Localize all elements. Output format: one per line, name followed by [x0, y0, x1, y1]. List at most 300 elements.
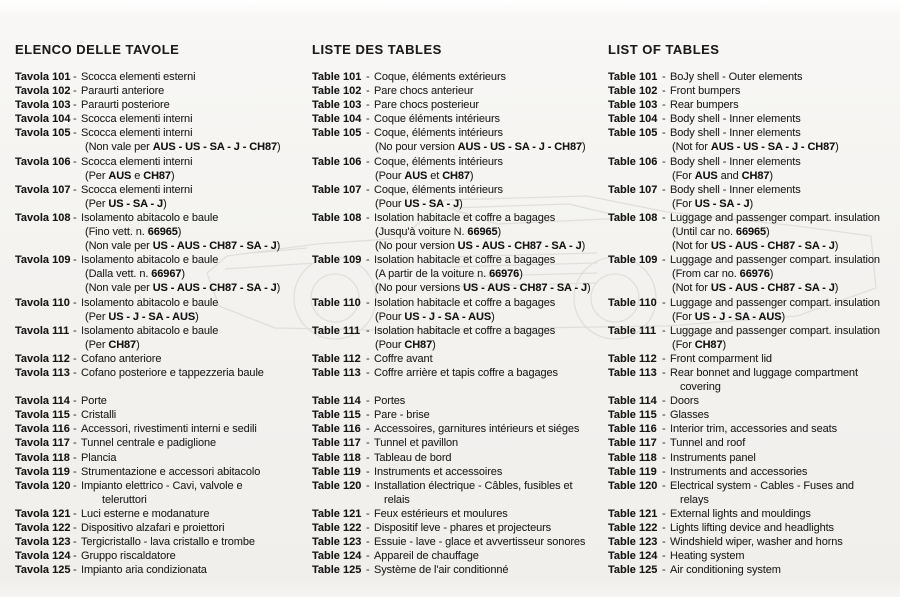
table-list-french	[312, 70, 606, 577]
table-row-note	[608, 267, 900, 281]
row-text: relays	[680, 493, 709, 506]
row-separator: -	[662, 409, 666, 422]
row-separator: -	[366, 564, 370, 577]
row-label: Table 117	[608, 437, 657, 450]
row-text: Interior trim, accessories and seats	[670, 423, 837, 436]
table-row-note	[608, 281, 900, 295]
row-separator: -	[366, 536, 370, 549]
row-text: Heating system	[670, 550, 745, 563]
row-separator: -	[662, 465, 666, 478]
row-text: (Per AUS e CH87)	[85, 169, 175, 182]
column-french	[312, 0, 606, 597]
table-row	[15, 211, 309, 225]
table-row	[608, 479, 900, 493]
row-text: (Non vale per US - AUS - CH87 - SA - J)	[85, 282, 281, 295]
table-row	[608, 296, 900, 310]
row-label: Table 125	[312, 564, 362, 577]
row-separator: -	[366, 395, 370, 408]
table-row-note	[15, 267, 309, 281]
row-label: Tavola 106	[15, 155, 71, 168]
table-row-spacer	[15, 380, 309, 394]
table-row-spacer	[312, 380, 606, 394]
table-row	[608, 183, 900, 197]
row-label: Table 121	[608, 507, 658, 520]
table-row	[15, 296, 309, 310]
row-separator: -	[73, 324, 77, 337]
row-text: (Per US - SA - J)	[85, 197, 167, 210]
table-row	[15, 479, 309, 493]
row-label: Table 102	[312, 85, 362, 98]
row-label: Tavola 105	[15, 127, 71, 140]
row-text: Isolation habitacle et coffre a bagages	[374, 211, 556, 224]
row-label: Table 111	[608, 324, 657, 337]
row-text: BoJy shell - Outer elements	[670, 71, 803, 83]
table-row	[312, 296, 606, 310]
row-text: Body shell - Inner elements	[670, 155, 801, 168]
row-label: Tavola 121	[15, 507, 71, 520]
row-separator: -	[366, 113, 370, 126]
row-text: Coffre arrière et tapis coffre a bagages	[374, 366, 558, 379]
row-text: Cristalli	[81, 409, 117, 422]
row-label: Table 109	[608, 254, 658, 267]
row-separator: -	[73, 254, 77, 267]
row-separator: -	[662, 479, 666, 492]
row-text: (Pour CH87)	[375, 338, 436, 351]
row-label: Tavola 108	[15, 211, 71, 224]
row-separator: -	[73, 155, 77, 168]
row-text: Appareil de chauffage	[374, 550, 479, 563]
row-separator: -	[662, 352, 666, 365]
table-row	[15, 253, 309, 267]
row-label: Tavola 120	[15, 479, 71, 492]
row-text: (Per CH87)	[85, 338, 140, 351]
table-row	[312, 549, 606, 563]
row-label: Table 120	[312, 479, 362, 492]
row-label: Table 124	[608, 550, 658, 563]
row-label: Table 117	[312, 437, 361, 450]
row-text: Installation électrique - Câbles, fusibles et	[374, 479, 573, 492]
table-row	[608, 521, 900, 535]
row-separator: -	[662, 522, 666, 534]
table-row	[312, 451, 606, 465]
row-separator: -	[366, 352, 370, 365]
row-text: Coque éléments intérieurs	[374, 113, 500, 126]
table-row	[608, 211, 900, 225]
row-separator: -	[73, 536, 77, 549]
row-text: (No pour version US - AUS - CH87 - SA - J)	[375, 240, 586, 253]
row-separator: -	[73, 395, 77, 408]
row-separator: -	[662, 99, 666, 112]
row-separator: -	[662, 71, 666, 83]
row-text: Pare chocs anterieur	[374, 85, 474, 98]
row-text: Accessoires, garnitures intérieurs et siéges	[374, 423, 580, 436]
row-text: (From car no. 66976)	[672, 268, 774, 281]
row-text: Luci esterne e modanature	[81, 507, 210, 520]
row-label: Tavola 104	[15, 113, 71, 126]
row-separator: -	[662, 254, 666, 267]
row-label: Table 116	[608, 423, 657, 436]
row-label: Table 122	[608, 522, 658, 534]
row-text: Instruments panel	[670, 451, 756, 464]
row-text: Isolamento abitacolo e baule	[81, 296, 219, 309]
row-separator: -	[366, 550, 370, 563]
row-text: Système de l'air conditionné	[374, 564, 509, 577]
row-separator: -	[73, 127, 77, 140]
row-label: Tavola 124	[15, 550, 71, 563]
row-separator: -	[366, 296, 370, 309]
table-row	[608, 70, 900, 84]
row-separator: -	[366, 437, 370, 450]
row-label: Tavola 122	[15, 522, 71, 534]
row-separator: -	[366, 522, 370, 534]
table-row	[312, 394, 606, 408]
table-row	[312, 84, 606, 98]
table-row-note	[312, 310, 606, 324]
row-text: teleruttori	[102, 493, 147, 506]
row-separator: -	[366, 99, 370, 112]
row-text: Front comparment lid	[670, 352, 772, 365]
row-label: Table 114	[312, 395, 361, 408]
row-separator: -	[366, 71, 370, 83]
row-separator: -	[662, 564, 666, 577]
table-row-note	[15, 197, 309, 211]
row-label: Table 101	[312, 71, 362, 83]
row-separator: -	[662, 366, 666, 379]
row-text: Essuie - lave - glace et avvertisseur sonores	[374, 536, 586, 549]
row-text: Coque, éléments intérieurs	[374, 183, 503, 196]
row-label: Table 108	[608, 211, 658, 224]
row-label: Table 115	[312, 409, 361, 422]
row-label: Table 114	[608, 395, 657, 408]
row-separator: -	[73, 507, 77, 520]
table-row-note	[312, 267, 606, 281]
row-text: (Per US - J - SA - AUS)	[85, 310, 199, 323]
row-separator: -	[366, 479, 370, 492]
table-row	[15, 563, 309, 577]
row-label: Tavola 113	[15, 366, 70, 379]
row-text: Body shell - Inner elements	[670, 113, 801, 126]
row-separator: -	[662, 324, 666, 337]
table-row	[312, 436, 606, 450]
table-row	[608, 465, 900, 479]
table-row-note	[608, 197, 900, 211]
row-text: (Until car no. 66965)	[672, 226, 770, 239]
table-row	[15, 324, 309, 338]
table-row-continuation	[15, 493, 309, 507]
table-row-continuation	[608, 493, 900, 507]
table-row-note	[608, 140, 900, 154]
table-row	[312, 408, 606, 422]
row-separator: -	[73, 451, 77, 464]
table-row-continuation	[312, 493, 606, 507]
row-text: Paraurti posteriore	[81, 99, 170, 112]
row-text: Luggage and passenger compart. insulation	[670, 296, 880, 309]
table-row	[15, 549, 309, 563]
column-heading-italian: ELENCO DELLE TAVOLE	[15, 42, 180, 57]
table-row	[15, 126, 309, 140]
row-text: Instruments and accessories	[670, 465, 808, 478]
table-row	[312, 479, 606, 493]
row-separator: -	[73, 465, 77, 478]
row-separator: -	[662, 211, 666, 224]
row-text: Isolation habitacle et coffre a bagages	[374, 254, 556, 267]
table-row	[15, 352, 309, 366]
row-separator: -	[662, 113, 666, 126]
row-text: (For CH87)	[672, 338, 727, 351]
row-text: (Not for AUS - US - SA - J - CH87)	[672, 141, 839, 154]
row-text: Coque, éléments intérieurs	[374, 155, 503, 168]
row-text: Scocca elementi esterni	[81, 71, 196, 83]
row-label: Table 125	[608, 564, 658, 577]
row-separator: -	[366, 423, 370, 436]
row-text: Instruments et accessoires	[374, 465, 503, 478]
row-text: Coque, éléments intérieurs	[374, 127, 503, 140]
table-row-note	[608, 225, 900, 239]
table-row	[312, 112, 606, 126]
table-row	[608, 549, 900, 563]
row-separator: -	[73, 99, 77, 112]
table-row	[608, 155, 900, 169]
table-row	[15, 366, 309, 380]
row-text: Lights lifting device and headlights	[670, 522, 834, 534]
table-row	[608, 98, 900, 112]
row-label: Table 118	[608, 451, 657, 464]
row-label: Tavola 125	[15, 564, 71, 577]
table-row	[312, 422, 606, 436]
row-label: Table 113	[608, 366, 657, 379]
row-text: (Non vale per AUS - US - SA - J - CH87)	[85, 141, 281, 154]
table-row	[312, 98, 606, 112]
row-separator: -	[73, 366, 77, 379]
table-row-note	[15, 338, 309, 352]
row-label: Table 105	[312, 127, 362, 140]
row-text: Dispositif leve - phares et projecteurs	[374, 522, 552, 534]
row-text: Tunnel centrale e padiglione	[81, 437, 217, 450]
row-label: Table 103	[608, 99, 658, 112]
row-label: Table 106	[312, 155, 362, 168]
table-row	[15, 465, 309, 479]
row-separator: -	[662, 155, 666, 168]
table-row-note	[608, 338, 900, 352]
row-separator: -	[662, 395, 666, 408]
row-label: Table 101	[608, 71, 658, 83]
row-label: Table 122	[312, 522, 362, 534]
table-row-note	[608, 169, 900, 183]
table-row-continuation	[608, 380, 900, 394]
table-row	[312, 126, 606, 140]
table-row	[15, 507, 309, 521]
row-text: (Not for US - AUS - CH87 - SA - J)	[672, 240, 839, 253]
row-text: Scocca elementi interni	[81, 127, 193, 140]
row-text: Air conditioning system	[670, 564, 781, 577]
row-label: Tavola 101	[15, 71, 71, 83]
row-text: Gruppo riscaldatore	[81, 550, 176, 563]
table-row	[608, 352, 900, 366]
row-text: Tunnel and roof	[670, 437, 746, 450]
row-text: relais	[384, 493, 410, 506]
row-text: Isolamento abitacolo e baule	[81, 324, 219, 337]
row-separator: -	[366, 183, 370, 196]
table-row	[15, 98, 309, 112]
row-text: Cofano posteriore e tappezzeria baule	[81, 366, 264, 379]
table-row	[15, 155, 309, 169]
row-label: Table 102	[608, 85, 658, 98]
row-text: Electrical system - Cables - Fuses and	[670, 479, 854, 492]
row-text: (A partir de la voiture n. 66976)	[375, 268, 523, 281]
row-text: Accessori, rivestimenti interni e sedili	[81, 423, 257, 436]
table-row	[312, 465, 606, 479]
row-text: Tableau de bord	[374, 451, 452, 464]
row-separator: -	[662, 437, 666, 450]
row-text: (For AUS and CH87)	[672, 169, 773, 182]
row-text: (Pour AUS et CH87)	[375, 169, 474, 182]
row-text: Luggage and passenger compart. insulation	[670, 324, 880, 337]
table-row-note	[608, 310, 900, 324]
row-separator: -	[73, 550, 77, 563]
row-label: Table 110	[608, 296, 657, 309]
row-separator: -	[366, 155, 370, 168]
table-row	[608, 422, 900, 436]
column-heading-french: LISTE DES TABLES	[312, 42, 442, 57]
row-label: Table 121	[312, 507, 362, 520]
table-row-note	[608, 239, 900, 253]
table-row	[312, 183, 606, 197]
row-separator: -	[73, 564, 77, 577]
row-label: Tavola 117	[15, 437, 70, 450]
row-separator: -	[73, 423, 77, 436]
row-label: Tavola 111	[15, 324, 70, 337]
row-text: Doors	[670, 395, 699, 408]
table-row	[608, 126, 900, 140]
table-row-note	[312, 281, 606, 295]
table-row	[15, 70, 309, 84]
table-row	[312, 563, 606, 577]
row-text: Isolation habitacle et coffre a bagages	[374, 296, 556, 309]
row-text: Rear bumpers	[670, 99, 739, 112]
row-separator: -	[366, 451, 370, 464]
table-row-note	[312, 225, 606, 239]
table-row-note	[312, 197, 606, 211]
row-text: (For US - SA - J)	[672, 197, 754, 210]
row-separator: -	[73, 183, 77, 196]
table-list-english	[608, 70, 900, 577]
row-separator: -	[662, 451, 666, 464]
row-separator: -	[366, 254, 370, 267]
row-separator: -	[73, 437, 77, 450]
table-row	[15, 183, 309, 197]
row-separator: -	[73, 113, 77, 126]
row-separator: -	[662, 85, 666, 98]
table-row	[15, 422, 309, 436]
table-row	[312, 352, 606, 366]
row-label: Table 108	[312, 211, 362, 224]
row-text: Isolamento abitacolo e baule	[81, 254, 219, 267]
table-row	[608, 394, 900, 408]
table-row	[15, 451, 309, 465]
table-row-note	[15, 225, 309, 239]
table-row	[608, 324, 900, 338]
table-row	[608, 84, 900, 98]
row-text: Coffre avant	[374, 352, 433, 365]
row-separator: -	[73, 479, 77, 492]
row-text: (No pour versions US - AUS - CH87 - SA - J)	[375, 282, 591, 295]
row-label: Table 124	[312, 550, 362, 563]
row-separator: -	[366, 85, 370, 98]
row-label: Tavola 102	[15, 85, 71, 98]
row-label: Table 109	[312, 254, 362, 267]
row-separator: -	[662, 423, 666, 436]
row-text: Coque, éléments extérieurs	[374, 71, 506, 83]
row-text: (Fino vett. n. 66965)	[85, 226, 182, 239]
row-separator: -	[73, 85, 77, 98]
row-label: Table 107	[608, 183, 658, 196]
row-text: (Non vale per US - AUS - CH87 - SA - J)	[85, 240, 281, 253]
row-text: Plancia	[81, 451, 117, 464]
row-text: Pare chocs posterieur	[374, 99, 479, 112]
row-label: Tavola 112	[15, 352, 70, 365]
row-label: Table 115	[608, 409, 657, 422]
row-separator: -	[366, 507, 370, 520]
table-row	[608, 436, 900, 450]
row-separator: -	[662, 536, 666, 549]
row-label: Table 106	[608, 155, 658, 168]
row-text: (Jusqu'à voiture N. 66965)	[375, 226, 502, 239]
row-text: Dispositivo alzafari e proiettori	[81, 522, 225, 534]
row-label: Table 113	[312, 366, 361, 379]
row-text: Tunnel et pavillon	[374, 437, 459, 450]
row-text: Rear bonnet and luggage compartment	[670, 366, 858, 379]
row-text: Body shell - Inner elements	[670, 183, 801, 196]
table-row	[15, 535, 309, 549]
row-label: Tavola 110	[15, 296, 70, 309]
table-row	[608, 112, 900, 126]
row-label: Table 112	[312, 352, 361, 365]
row-text: Isolation habitacle et coffre a bagages	[374, 324, 556, 337]
table-row	[312, 155, 606, 169]
column-heading-english: LIST OF TABLES	[608, 42, 720, 57]
column-italian	[15, 0, 309, 597]
table-row	[608, 507, 900, 521]
table-row	[15, 84, 309, 98]
row-separator: -	[662, 507, 666, 520]
row-label: Tavola 116	[15, 423, 70, 436]
row-label: Tavola 118	[15, 451, 70, 464]
row-text: Scocca elementi interni	[81, 155, 193, 168]
row-text: Porte	[81, 395, 107, 408]
row-separator: -	[662, 550, 666, 563]
table-row	[15, 394, 309, 408]
table-row-note	[15, 169, 309, 183]
row-label: Table 120	[608, 479, 658, 492]
table-row-note	[312, 239, 606, 253]
row-separator: -	[662, 296, 666, 309]
row-text: Isolamento abitacolo e baule	[81, 211, 219, 224]
table-row	[312, 366, 606, 380]
row-label: Tavola 114	[15, 395, 70, 408]
row-text: Scocca elementi interni	[81, 113, 193, 126]
column-english	[608, 0, 900, 597]
row-text: Luggage and passenger compart. insulation	[670, 211, 880, 224]
row-text: (No pour version AUS - US - SA - J - CH87)	[375, 141, 586, 154]
table-row	[15, 521, 309, 535]
row-label: Table 112	[608, 352, 657, 365]
row-text: Impianto elettrico - Cavi, valvole e	[81, 479, 243, 492]
row-label: Tavola 103	[15, 99, 71, 112]
row-text: Feux estérieurs et moulures	[374, 507, 508, 520]
row-label: Table 107	[312, 183, 362, 196]
row-separator: -	[366, 465, 370, 478]
row-label: Tavola 115	[15, 409, 70, 422]
